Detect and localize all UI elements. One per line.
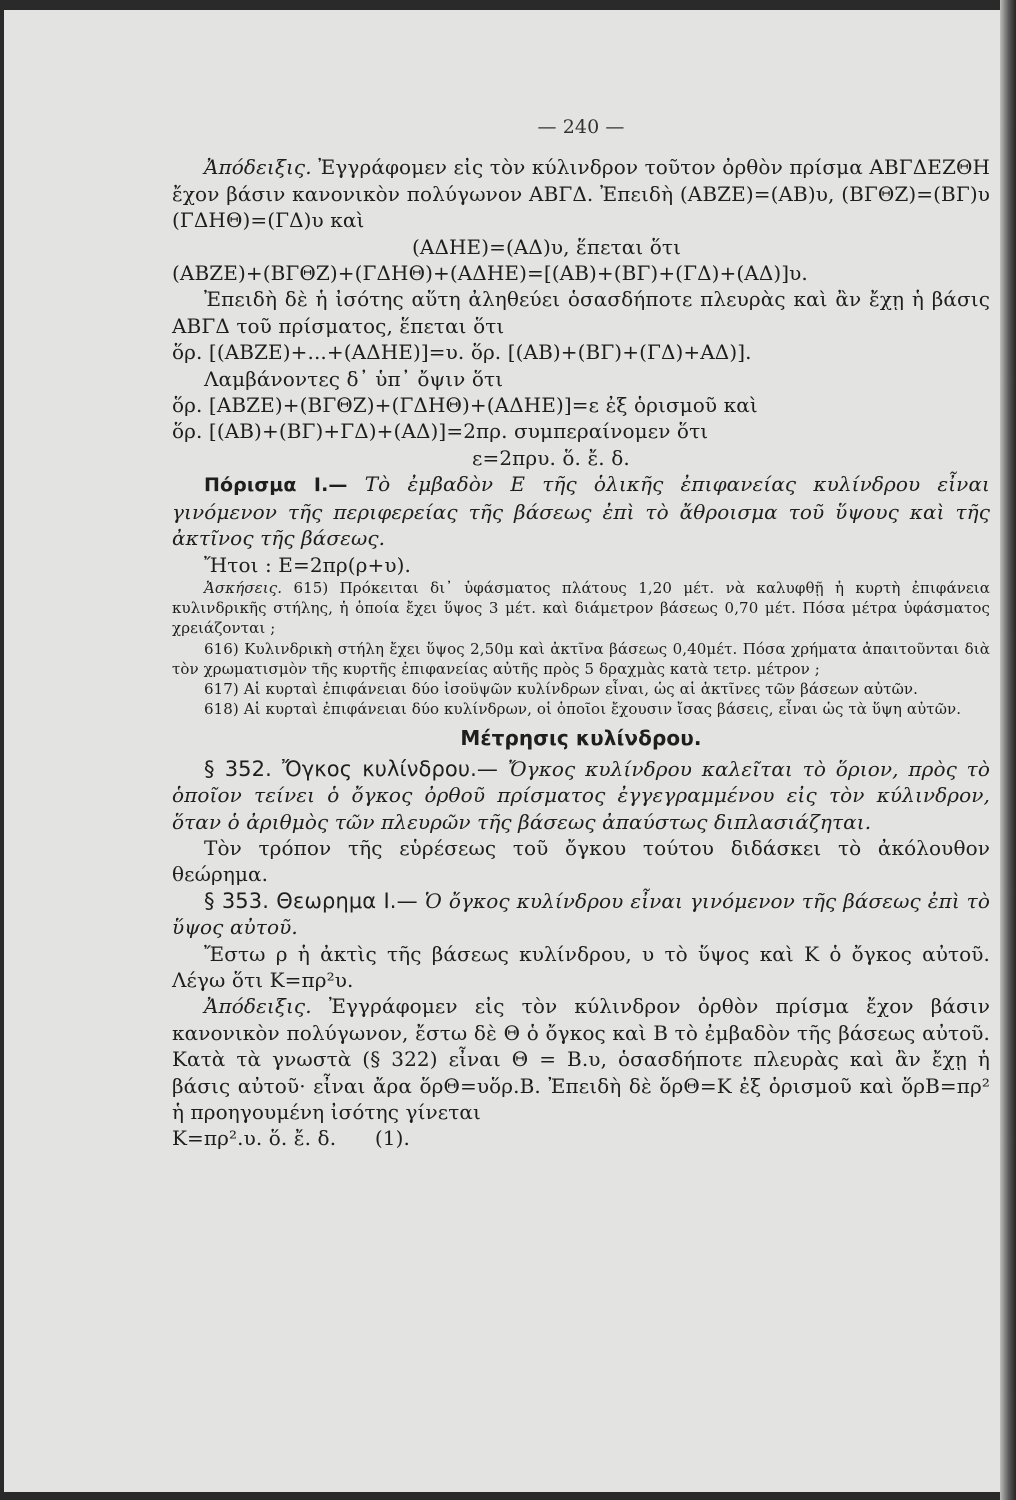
section-353-label: § 353. Θεωρημα Ι.— xyxy=(204,888,418,913)
taking-text: Λαμβάνοντες δ᾽ ὑπ᾽ ὄψιν ὅτι xyxy=(204,366,504,391)
page-number: — 240 — xyxy=(537,116,625,138)
proof-paragraph xyxy=(172,154,990,233)
formula-result: ε=2πρυ. ὅ. ἔ. δ. xyxy=(472,445,630,470)
proof2-label: Ἀπόδειξις. xyxy=(204,994,312,1019)
section-353-text: Ὁ ὄγκος κυλίνδρου εἶναι γινόμενον τῆς βάσεως ἐπὶ τὸ ὕψος αὐτοῦ. xyxy=(172,888,990,940)
exercises xyxy=(172,578,990,719)
corollary-text: Τὸ ἐμβαδὸν Ε τῆς ὁλικῆς ἐπιφανείας κυλίνδρου εἶναι γινόμενον τῆς περιφερείας τῆς βάσεως ἐπὶ τὸ ἄθροισμα τοῦ ὕψους καὶ τῆς ἀκτῖνος τῆς βάσεως. xyxy=(172,472,990,551)
section-352-text: Ὄγκος κυλίνδρου καλεῖται τὸ ὅριον, πρὸς τὸ ὁποῖον τείνει ὁ ὄγκος ὀρθοῦ πρίσματος ἐγγεγραμμένου εἰς τὸν κύλινδρον, ὅταν ὁ ἀριθμὸς τῶν πλευρῶν τῆς βάσεως ἀπαύστως διπλασιάζηται. xyxy=(172,756,990,834)
formula-limit: ὅρ. [(ΑΒΖΕ)+...+(ΑΔΗΕ)]=υ. ὅρ. [(ΑΒ)+(ΒΓ)+(ΓΔ)+ΑΔ)]. xyxy=(172,340,752,365)
equality-text: Ἐπειδὴ δὲ ἡ ἰσότης αὕτη ἀληθεύει ὁσασδήποτε πλευρὰς καὶ ἂν ἔχῃ ἡ βάσις ΑΒΓΔ τοῦ πρίσματος, ἕπεται ὅτι xyxy=(172,287,990,338)
formula-2pr: ὅρ. [(ΑΒ)+(ΒΓ)+ΓΔ)+(ΑΔ)]=2πρ. συμπεραίνομεν ὅτι xyxy=(172,419,709,444)
exercises-label: Ἀσκήσεις. xyxy=(204,578,283,597)
section-352-follow: Τὸν τρόπον τῆς εὑρέσεως τοῦ ὄγκου τούτου διδάσκει τὸ ἀκόλουθον θεώρημα. xyxy=(172,835,990,887)
section-352 xyxy=(172,756,990,835)
exercise-615-text: 615) Πρόκειται δι᾽ ὑφάσματος πλάτους 1,20 μέτ. νὰ καλυφθῇ ἡ κυρτὴ ἐπιφάνεια κυλινδρικῆς στήλης, ἡ ὁποία ἔχει ὕψος 3 μέτ. καὶ διάμετρον βάσεως 0,70 μέτ. Πόσα μέτρα ὑφάσματος χρειάζονται ; xyxy=(172,578,990,638)
proof-intro: Ἐγγράφομεν εἰς τὸν κύλινδρον τοῦτον ὀρθὸν πρίσμα ΑΒΓΔΕΖΘΗ ἔχον βάσιν κανονικὸν πολύγωνον ΑΒΓΔ. Ἐπειδὴ (ΑΒΖΕ)=(ΑΒ)υ, (ΒΓΘΖ)=(ΒΓ)υ (ΓΔΗΘ)=(ΓΔ)υ καὶ xyxy=(172,155,990,233)
formula-sum: (ΑΒΖΕ)+(ΒΓΘΖ)+(ΓΔΗΘ)+(ΑΔΗΕ)=[(ΑΒ)+(ΒΓ)+(ΓΔ)+(ΑΔ)]υ. xyxy=(172,261,808,286)
exercise-616: 616) Κυλινδρικὴ στήλη ἔχει ὕψος 2,50μ καὶ ἀκτῖνα βάσεως 0,40μέτ. Πόσα χρήματα ἀπαιτοῦνται διὰ τὸν χρωματισμὸν τῆς κυρτῆς ἐπιφανείας αὐτῆς πρὸς 5 δραχμὰς κατὰ τετρ. μέτρον ; xyxy=(172,639,990,678)
proof2-end: Κ=πρ².υ. ὅ. ἔ. δ. (1). xyxy=(172,1126,410,1151)
section-353-let: Ἔστω ρ ἡ ἀκτὶς τῆς βάσεως κυλίνδρου, υ τὸ ὕψος καὶ Κ ὁ ὄγκος αὐτοῦ. Λέγω ὅτι Κ=πρ²υ. xyxy=(172,941,990,992)
formula-e: ὅρ. [ΑΒΖΕ)+(ΒΓΘΖ)+(ΓΔΗΘ)+(ΑΔΗΕ)]=ε ἐξ ὁρισμοῦ καὶ xyxy=(172,393,758,418)
book-page xyxy=(4,10,1000,1492)
corollary xyxy=(172,471,990,551)
exercise-615 xyxy=(172,578,990,639)
exercise-618: 618) Αἱ κυρταὶ ἐπιφάνειαι δύο κυλίνδρων, οἱ ὁποῖοι ἔχουσιν ἴσας βάσεις, εἶναι ὡς τὰ ὕψη αὐτῶν. xyxy=(204,700,962,719)
section-352-label: § 352. Ὄγκος κυλίνδρου.— xyxy=(204,756,499,781)
exercise-617: 617) Αἱ κυρταὶ ἐπιφάνειαι δύο ἰσοϋψῶν κυλίνδρων εἶναι, ὡς αἱ ἀκτῖνες τῶν βάσεων αὐτῶν. xyxy=(204,679,919,698)
corollary-label: Πόρισμα Ι.— xyxy=(204,474,348,497)
corollary-formula: Ἤτοι : Ε=2πρ(ρ+υ). xyxy=(204,552,412,577)
proof2-paragraph xyxy=(172,993,990,1125)
page-text xyxy=(172,114,990,1152)
formula-adhe: (ΑΔΗΕ)=(ΑΔ)υ, ἕπεται ὅτι xyxy=(412,234,682,259)
proof-label: Ἀπόδειξις. xyxy=(204,155,312,180)
proof2-text: Ἐγγράφομεν εἰς τὸν κύλινδρον ὀρθὸν πρίσμα ἔχον βάσιν κανονικὸν πολύγωνον, ἔστω δὲ Θ ὁ ὄγκος καὶ Β τὸ ἐμβαδὸν τῆς βάσεως αὐτοῦ. Κατὰ τὰ γνωστὰ (§ 322) εἶναι Θ = Β.υ, ὁσασδήποτε πλευρὰς καὶ ἂν ἔχῃ ἡ βάσις αὐτοῦ· εἶναι ἄρα ὅρΘ=υὅρ.Β. Ἐπειδὴ δὲ ὅρΘ=Κ ἐξ ὁρισμοῦ καὶ ὅρΒ=πρ² ἡ προηγουμένη ἰσότης γίνεται xyxy=(172,994,990,1125)
section-353 xyxy=(172,888,990,941)
section-heading: Μέτρησις κυλίνδρου. xyxy=(460,726,702,751)
page-edge-shadow xyxy=(1000,0,1016,1500)
